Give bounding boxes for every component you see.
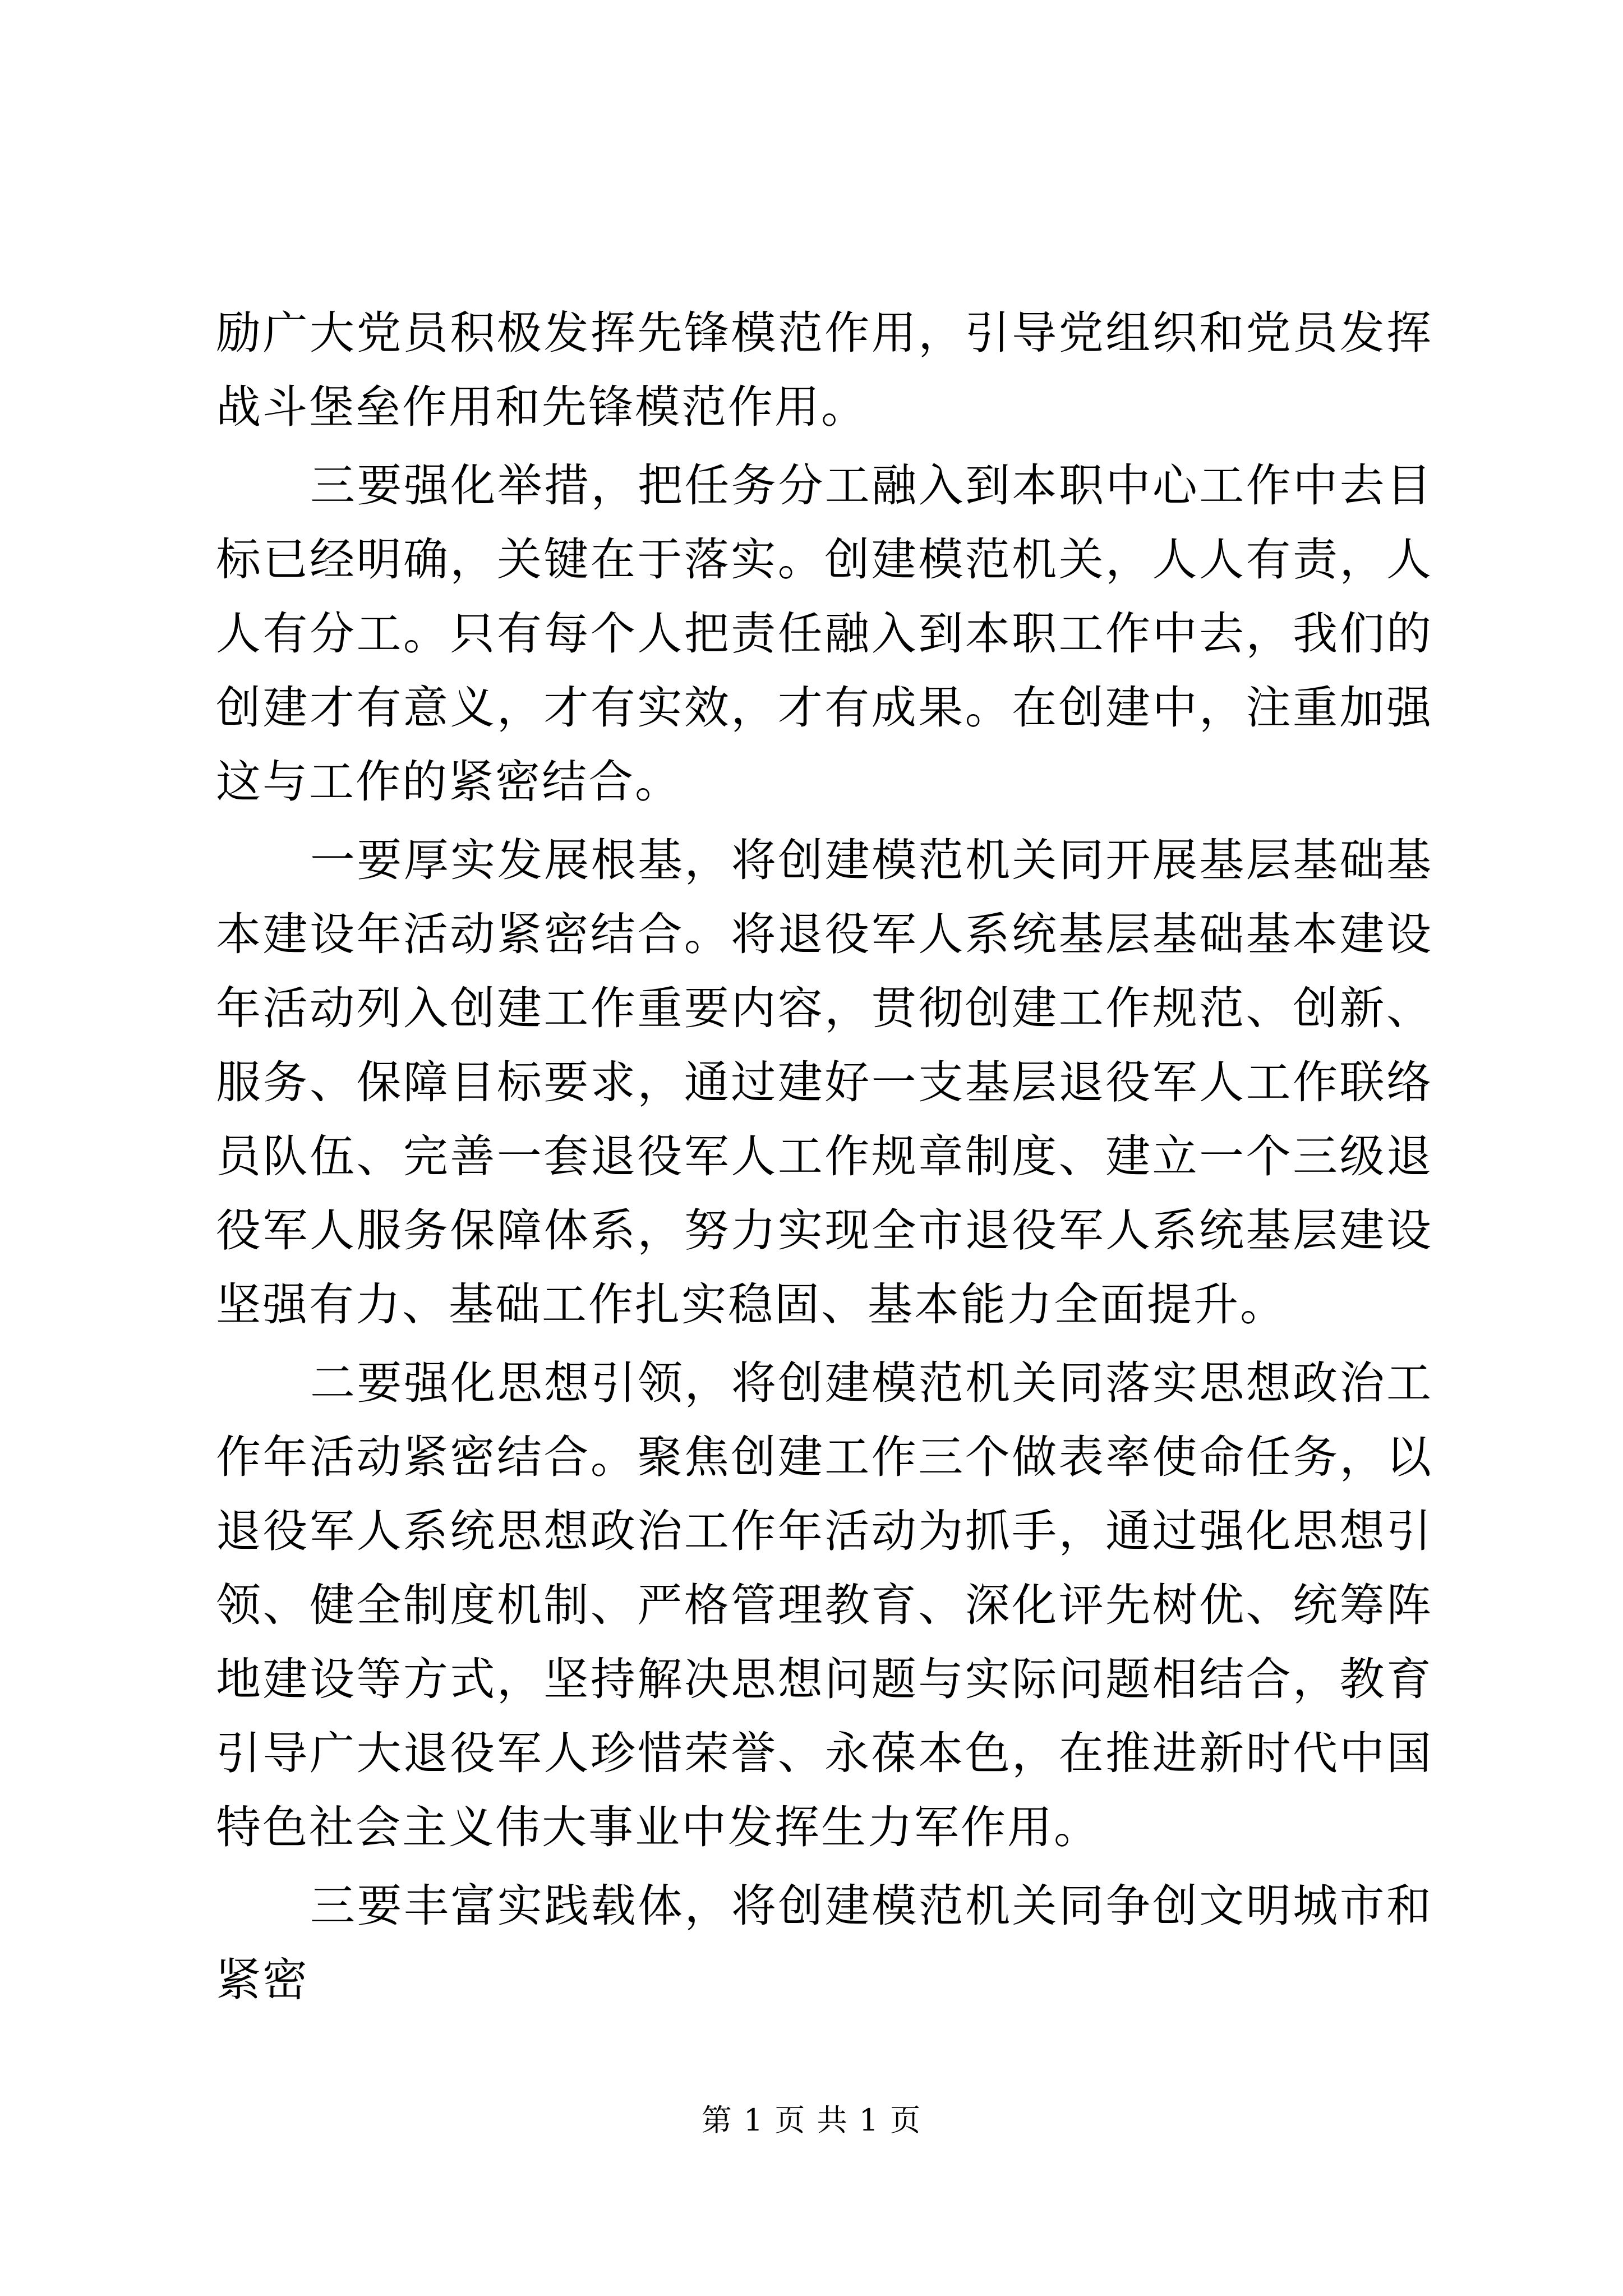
document-body <box>216 296 1433 2017</box>
paragraph-two-thought: 二要强化思想引领，将创建模范机关同落实思想政治工作年活动紧密结合。聚焦创建工作三个做表率使命任务，以退役军人系统思想政治工作年活动为抓手，通过强化思想引领、健全制度机制、严格管理教育、深化评先树优、统筹阵地建设等方式，坚持解决思想问题与实际问题相结合，教育引导广大退役军人珍惜荣誉、永葆本色，在推进新时代中国特色社会主义伟大事业中发挥生力军作用。 <box>216 1357 1433 1853</box>
paragraph-three-practice: 三要丰富实践载体，将创建模范机关同争创文明城市和紧密 <box>216 1880 1433 2006</box>
paragraph-three-measures: 三要强化举措，把任务分工融入到本职中心工作中去目标已经明确，关键在于落实。创建模范机关，人人有责，人人有分工。只有每个人把责任融入到本职工作中去，我们的创建才有意义，才有实效，才有成果。在创建中，注重加强这与工作的紧密结合。 <box>216 459 1433 808</box>
page-footer: 第 1 页 共 1 页 <box>701 2102 922 2138</box>
paragraph-one-foundation: 一要厚实发展根基，将创建模范机关同开展基层基础基本建设年活动紧密结合。将退役军人系统基层基础基本建设年活动列入创建工作重要内容，贯彻创建工作规范、创新、服务、保障目标要求，通过建好一支基层退役军人工作联络员队伍、完善一套退役军人工作规章制度、建立一个三级退役军人服务保障体系，努力实现全市退役军人系统基层建设坚强有力、基础工作扎实稳固、基本能力全面提升。 <box>216 834 1433 1331</box>
paragraph-continued: 励广大党员积极发挥先锋模范作用，引导党组织和党员发挥战斗堡垒作用和先锋模范作用。 <box>216 307 1433 433</box>
